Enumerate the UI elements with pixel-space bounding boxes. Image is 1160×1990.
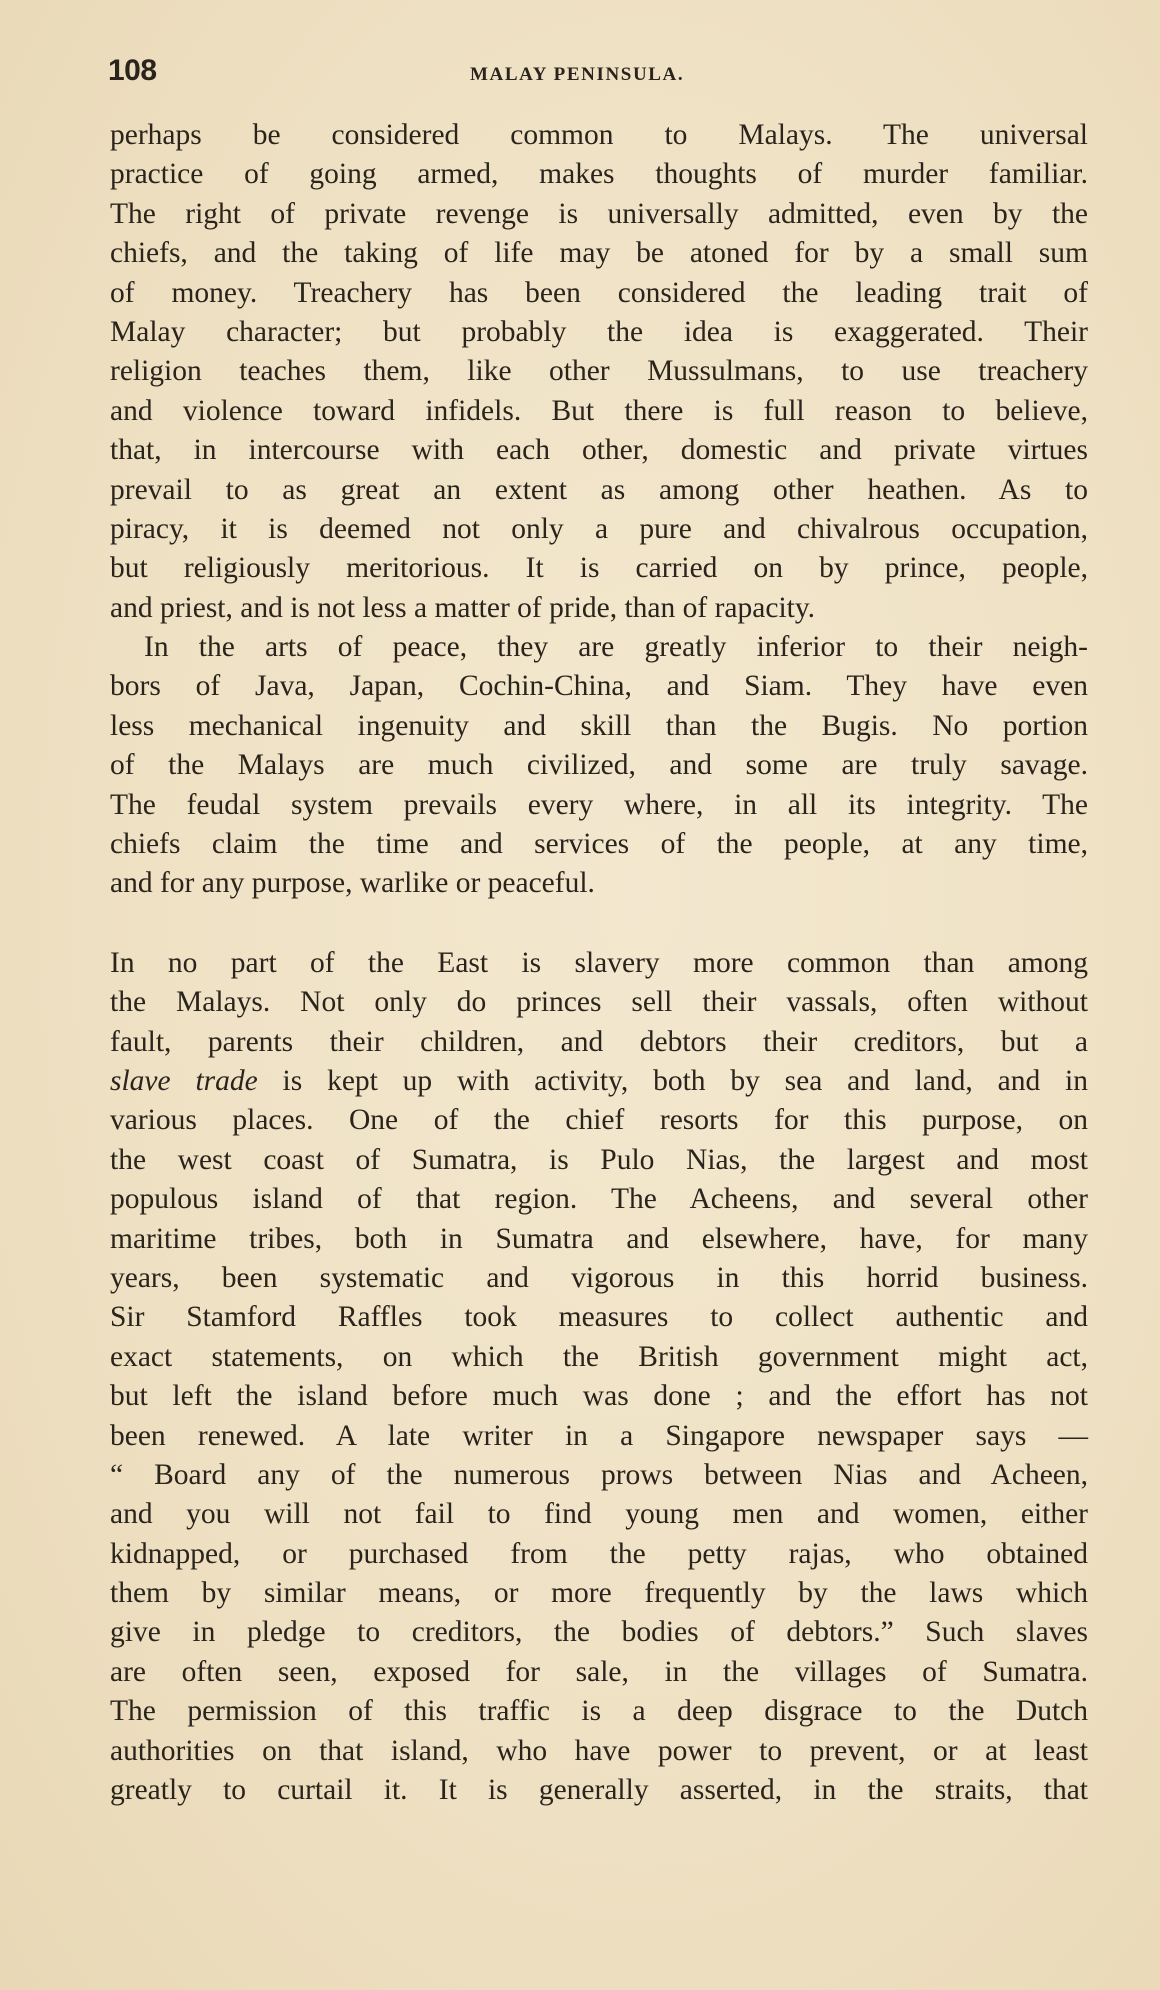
text-line: practice of going armed, makes thoughts of murder familiar. (110, 158, 1088, 191)
text-line: maritime tribes, both in Sumatra and elsewhere, have, for many (110, 1222, 1088, 1255)
text-line: and for any purpose, warlike or peaceful. (110, 867, 595, 900)
text-line: fault, parents their children, and debtors their creditors, but a (110, 1025, 1088, 1058)
body-text (110, 116, 1088, 1810)
paragraph-1 (110, 116, 1088, 628)
text-line: of the Malays are much civilized, and some are truly savage. (110, 749, 1088, 782)
text-line: give in pledge to creditors, the bodies of debtors.” Such slaves (110, 1616, 1088, 1649)
text-line: chiefs claim the time and services of the people, at any time, (110, 828, 1088, 861)
text-line: and you will not fail to find young men and women, either (110, 1498, 1088, 1531)
text-line: them by similar means, or more frequently by the laws which (110, 1577, 1088, 1610)
paragraph-gap (110, 904, 1088, 944)
text-line: piracy, it is deemed not only a pure and chivalrous occupation, (110, 512, 1088, 545)
text-line: chiefs, and the taking of life may be atoned for by a small sum (110, 237, 1088, 270)
text-line: bors of Java, Japan, Cochin-China, and Siam. They have even (110, 670, 1088, 703)
text-line: kidnapped, or purchased from the petty rajas, who obtained (110, 1537, 1088, 1570)
text-line: are often seen, exposed for sale, in the villages of Sumatra. (110, 1655, 1088, 1688)
running-title: MALAY PENINSULA. (470, 64, 685, 85)
text-span: is kept up with activity, both by sea and land, and in (257, 1064, 1088, 1097)
text-line: prevail to as great an extent as among other heathen. As to (110, 473, 1088, 506)
page-number: 108 (108, 54, 157, 87)
text-line: Sir Stamford Raffles took measures to collect authentic and (110, 1301, 1088, 1334)
text-line: In no part of the East is slavery more common than among (110, 946, 1088, 979)
text-line: authorities on that island, who have power to prevent, or at least (110, 1734, 1088, 1767)
text-line: the west coast of Sumatra, is Pulo Nias, the largest and most (110, 1143, 1088, 1176)
text-line: greatly to curtail it. It is generally asserted, in the straits, that (110, 1774, 1088, 1807)
text-line: Malay character; but probably the idea is exaggerated. Their (110, 315, 1088, 348)
text-line: various places. One of the chief resorts for this purpose, on (110, 1104, 1088, 1137)
text-line: religion teaches them, like other Mussulmans, to use treachery (110, 355, 1088, 388)
text-line: The feudal system prevails every where, in all its integrity. The (110, 788, 1088, 821)
text-line: been renewed. A late writer in a Singapore newspaper says — (110, 1419, 1088, 1452)
italic-phrase: slave trade (110, 1064, 258, 1097)
text-line: but religiously meritorious. It is carried on by prince, people, (110, 552, 1088, 585)
text-line: of money. Treachery has been considered the leading trait of (110, 276, 1088, 309)
text-line: populous island of that region. The Acheens, and several other (110, 1183, 1088, 1216)
text-line: that, in intercourse with each other, domestic and private virtues (110, 434, 1088, 467)
text-line: and violence toward infidels. But there is full reason to believe, (110, 394, 1088, 427)
text-line: In the arts of peace, they are greatly inferior to their neigh- (144, 631, 1088, 664)
text-line: years, been systematic and vigorous in this horrid business. (110, 1261, 1088, 1294)
text-line: less mechanical ingenuity and skill than the Bugis. No portion (110, 709, 1088, 742)
text-line-mixed (110, 1062, 1088, 1101)
text-line: “ Board any of the numerous prows between Nias and Acheen, (110, 1458, 1088, 1491)
text-line: the Malays. Not only do princes sell their vassals, often without (110, 986, 1088, 1019)
text-line: The permission of this traffic is a deep disgrace to the Dutch (110, 1695, 1088, 1728)
text-line: The right of private revenge is universally admitted, even by the (110, 197, 1088, 230)
paragraph-2 (110, 628, 1088, 904)
page-header (108, 48, 1092, 98)
text-line: but left the island before much was done ; and the effort has not (110, 1380, 1088, 1413)
text-line: and priest, and is not less a matter of pride, than of rapacity. (110, 591, 816, 624)
text-line: exact statements, on which the British government might act, (110, 1340, 1088, 1373)
text-line: perhaps be considered common to Malays. The universal (110, 119, 1088, 151)
paragraph-3 (110, 944, 1088, 1811)
